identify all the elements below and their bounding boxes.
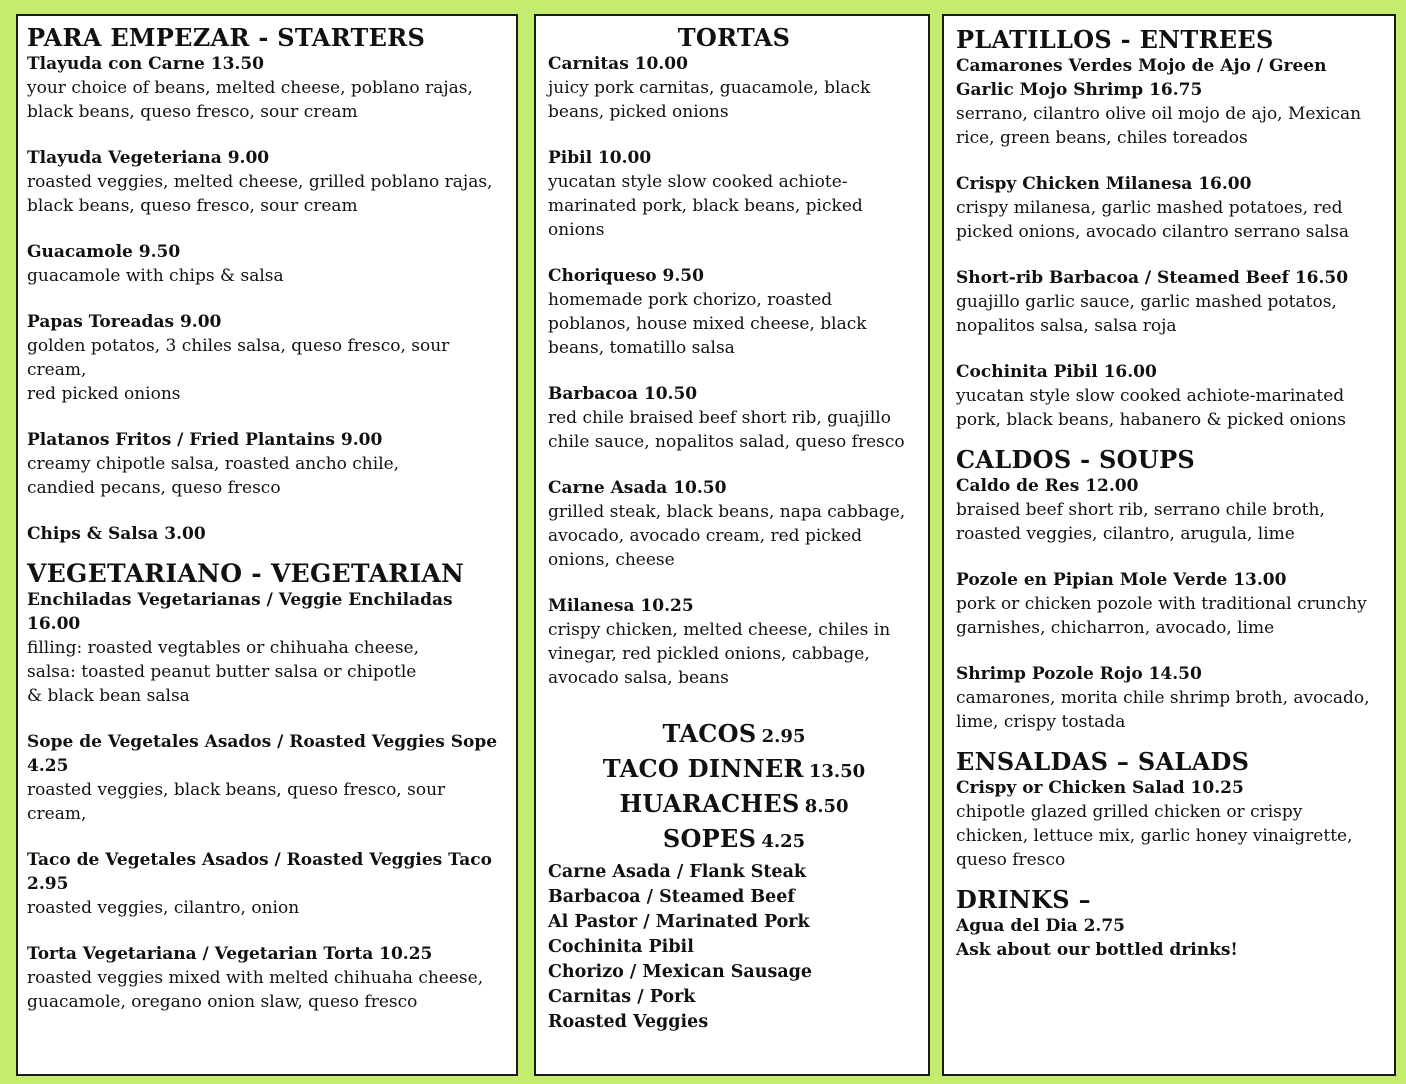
taco-dinner-line (548, 753, 920, 788)
filling-list (548, 860, 920, 1035)
tortas-heading: TORTAS (677, 23, 791, 52)
menu-item (956, 172, 1388, 244)
item-description: red chile braised beef short rib, guajillo chile sauce, nopalitos salad, queso fresco (548, 408, 905, 452)
sopes-line (548, 823, 920, 858)
menu-item (956, 776, 1388, 872)
item-description: guacamole with chips & salsa (27, 266, 284, 286)
menu-item (27, 588, 508, 708)
item-name: Guacamole 9.50 (27, 242, 181, 262)
item-name: Carne Asada 10.50 (548, 478, 727, 498)
filling-item: Carnitas / Pork (548, 987, 696, 1007)
tortas-tacos-column (534, 14, 930, 1076)
item-name: Camarones Verdes Mojo de Ajo / Green Garlic Mojo Shrimp 16.75 (956, 56, 1327, 100)
drink-item: Agua del Dia 2.75 (956, 916, 1125, 936)
item-name: Cochinita Pibil 16.00 (956, 362, 1157, 382)
taco-line-price: 13.50 (808, 761, 866, 782)
starters-heading: PARA EMPEZAR - STARTERS (27, 23, 426, 52)
drinks-note: Ask about our bottled drinks! (956, 940, 1238, 960)
entrees-heading: PLATILLOS - ENTREES (956, 25, 1274, 54)
menu-item (956, 662, 1388, 734)
tacos-line (548, 718, 920, 753)
item-name: Taco de Vegetales Asados / Roasted Veggies Taco 2.95 (27, 850, 492, 894)
menu-item (548, 594, 920, 690)
item-description: grilled steak, black beans, napa cabbage, avocado, avocado cream, red picked onions, cheese (548, 502, 906, 570)
item-name: Tlayuda con Carne 13.50 (27, 54, 264, 74)
item-name: Enchiladas Vegetarianas / Veggie Enchiladas 16.00 (27, 590, 453, 634)
menu-item (548, 52, 920, 124)
item-name: Torta Vegetariana / Vegetarian Torta 10.25 (27, 944, 433, 964)
item-description: your choice of beans, melted cheese, poblano rajas, black beans, queso fresco, sour cream (27, 78, 473, 122)
item-name: Crispy Chicken Milanesa 16.00 (956, 174, 1252, 194)
item-name: Sope de Vegetales Asados / Roasted Veggies Sope 4.25 (27, 732, 498, 776)
item-description: golden potatos, 3 chiles salsa, queso fresco, sour cream, red picked onions (27, 336, 450, 404)
item-description: yucatan style slow cooked achiote- marinated pork, black beans, picked onions (548, 172, 863, 240)
menu-item (956, 54, 1388, 150)
menu-item (548, 264, 920, 360)
menu-item (27, 730, 508, 826)
item-description: roasted veggies, cilantro, onion (27, 898, 300, 918)
filling-item: Al Pastor / Marinated Pork (548, 912, 810, 932)
menu-item (27, 52, 508, 124)
filling-item: Chorizo / Mexican Sausage (548, 962, 813, 982)
item-name: Chips & Salsa 3.00 (27, 524, 206, 544)
menu-item (27, 522, 508, 546)
item-description: roasted veggies mixed with melted chihuaha cheese, guacamole, oregano onion slaw, queso fresco (27, 968, 484, 1012)
salads-heading: ENSALDAS – SALADS (956, 747, 1250, 776)
taco-line-price: 2.95 (761, 726, 806, 747)
item-name: Papas Toreadas 9.00 (27, 312, 222, 332)
item-description: crispy milanesa, garlic mashed potatoes, red picked onions, avocado cilantro serrano salsa (956, 198, 1349, 242)
taco-line-label: TACO DINNER (602, 754, 804, 783)
item-name: Milanesa 10.25 (548, 596, 694, 616)
item-description: roasted veggies, melted cheese, grilled poblano rajas, black beans, queso fresco, sour cream (27, 172, 493, 216)
menu-item (548, 146, 920, 242)
item-name: Carnitas 10.00 (548, 54, 688, 74)
menu-item (956, 360, 1388, 432)
item-name: Crispy or Chicken Salad 10.25 (956, 778, 1244, 798)
taco-line-label: HUARACHES (619, 789, 800, 818)
menu-item (27, 942, 508, 1014)
filling-item: Roasted Veggies (548, 1012, 709, 1032)
item-description: homemade pork chorizo, roasted poblanos, house mixed cheese, black beans, tomatillo salsa (548, 290, 867, 358)
filling-item: Carne Asada / Flank Steak (548, 862, 807, 882)
item-description: chipotle glazed grilled chicken or crispy chicken, lettuce mix, garlic honey vinaigrette, queso fresco (956, 802, 1353, 870)
item-description: crispy chicken, melted cheese, chiles in vinegar, red pickled onions, cabbage, avocado salsa, beans (548, 620, 891, 688)
menu-item (27, 848, 508, 920)
item-name: Tlayuda Vegeteriana 9.00 (27, 148, 270, 168)
item-description: juicy pork carnitas, guacamole, black beans, picked onions (548, 78, 871, 122)
item-description: serrano, cilantro olive oil mojo de ajo, Mexican rice, green beans, chiles toreados (956, 104, 1362, 148)
item-name: Barbacoa 10.50 (548, 384, 698, 404)
item-name: Pibil 10.00 (548, 148, 652, 168)
menu-item (548, 382, 920, 454)
taco-line-label: TACOS (662, 719, 757, 748)
taco-line-label: SOPES (662, 824, 757, 853)
item-name: Shrimp Pozole Rojo 14.50 (956, 664, 1202, 684)
menu-item (956, 474, 1388, 546)
soups-heading: CALDOS - SOUPS (956, 445, 1196, 474)
item-description: braised beef short rib, serrano chile broth, roasted veggies, cilantro, arugula, lime (956, 500, 1325, 544)
vegetarian-heading: VEGETARIANO - VEGETARIAN (27, 559, 465, 588)
item-description: guajillo garlic sauce, garlic mashed potatos, nopalitos salsa, salsa roja (956, 292, 1337, 336)
taco-line-price: 8.50 (804, 796, 849, 817)
entrees-soups-column (942, 14, 1396, 1076)
menu-item (27, 310, 508, 406)
item-description: pork or chicken pozole with traditional crunchy garnishes, chicharron, avocado, lime (956, 594, 1367, 638)
item-name: Platanos Fritos / Fried Plantains 9.00 (27, 430, 383, 450)
item-name: Short-rib Barbacoa / Steamed Beef 16.50 (956, 268, 1349, 288)
huaraches-line (548, 788, 920, 823)
item-name: Choriqueso 9.50 (548, 266, 704, 286)
item-description: filling: roasted vegtables or chihuaha cheese, salsa: toasted peanut butter salsa or chipotle & black bean salsa (27, 638, 420, 706)
menu-item (27, 240, 508, 288)
menu-item (27, 146, 508, 218)
taco-line-price: 4.25 (761, 831, 806, 852)
item-description: roasted veggies, black beans, queso fresco, sour cream, (27, 780, 446, 824)
starters-vegetarian-column (16, 14, 518, 1076)
item-description: creamy chipotle salsa, roasted ancho chile, candied pecans, queso fresco (27, 454, 400, 498)
item-description: camarones, morita chile shrimp broth, avocado, lime, crispy tostada (956, 688, 1370, 732)
menu-item (548, 476, 920, 572)
filling-item: Barbacoa / Steamed Beef (548, 887, 795, 907)
item-name: Pozole en Pipian Mole Verde 13.00 (956, 570, 1287, 590)
menu-item (27, 428, 508, 500)
menu-item (956, 568, 1388, 640)
item-name: Caldo de Res 12.00 (956, 476, 1139, 496)
item-description: yucatan style slow cooked achiote-marinated pork, black beans, habanero & picked onions (956, 386, 1347, 430)
drinks-heading: DRINKS – (956, 885, 1091, 914)
menu-item (956, 266, 1388, 338)
filling-item: Cochinita Pibil (548, 937, 694, 957)
